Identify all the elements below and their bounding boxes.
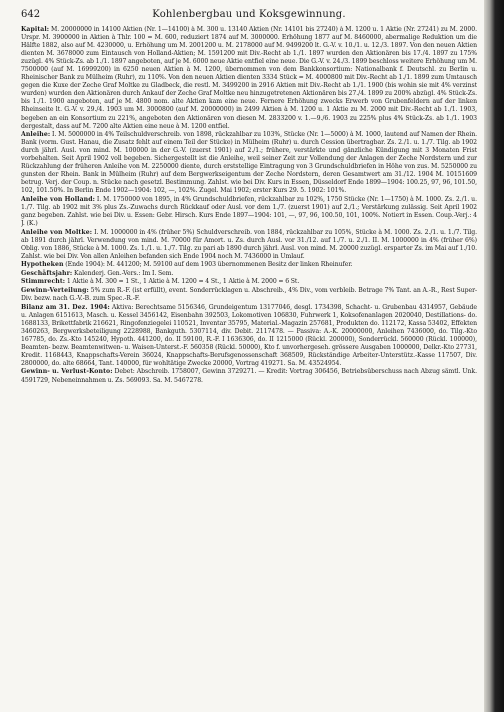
paragraph-lead: Gewinn- u. Verlust-Konto: — [21, 368, 113, 376]
paragraph-body: (Ende 1904): M. 441200; M. 59100 auf dem 1903 übernommenen Besitz der linken Rheinufer. — [63, 261, 353, 269]
paragraph-lead: Hypotheken — [21, 261, 64, 269]
paragraph-gewinn-verlust — [21, 368, 477, 384]
paragraph-geschaeftsjahr — [21, 270, 477, 278]
paragraph-gewinn-verteilung — [21, 287, 477, 303]
paragraph-body: Debet: Abschreib. 1758007, Gewinn 3729271. — Kredit: Vortrag 306456, Betriebsüberschuss nach Abzug sämtl. Unk. 4591729, Nebeneinnahmen u. Zs. 569093. Sa. M. 5467278. — [21, 368, 477, 384]
paragraph-body: I. M. 1750000 von 1895, in 4% Grundschuldbriefen, rückzahlbar zu 102%, 1750 Stücke (Nr. 1—1750) à M. 1000. Zs. 2./1. u. 1./7. Tilg. ab 1902 mit 3% plus Zs.-Zuwachs durch Rückkauf oder Ausl. vor dem 1./7. (zuerst 1901) auf 2./1.; Verstärkung zulässig. Seit April 1902 ganz begeben. Zahlst. wie bei Div. u. Essen: Gebr. Hirsch. Kurs Ende 1897—1904: 101, —, 97, 96, 100.50, 101, 100%. Notiert in Essen. Coup.-Verj.: 4 J. (K.) — [21, 195, 477, 228]
paragraph-stimmrecht — [21, 278, 477, 286]
book-spine-shadow — [484, 0, 504, 712]
page-number: 642 — [21, 9, 41, 20]
paragraph-lead: Geschäftsjahr: — [21, 269, 73, 277]
paragraph-bilanz — [21, 304, 477, 368]
page-header — [21, 9, 477, 23]
paragraph-kapital — [21, 26, 477, 131]
paragraph-lead: Bilanz am 31. Dez. 1904: — [21, 303, 110, 311]
paragraph-anleihe-moltke — [21, 229, 477, 261]
paragraph-body: Kalenderj. Gen.-Vers.: Im I. Sem. — [72, 269, 174, 277]
paragraph-body: 5% zum R.-F. (ist erfüllt), event. Sonderrücklagen u. Abschreib., 4% Div., vom verbleib. Betrage 7% Tant. an A.-R., Rest Super-Div. bezw. nach G.-V.-B. zum Spec.-R.-F. — [21, 287, 477, 303]
paragraph-lead: Stimmrecht: — [21, 278, 66, 286]
paragraph-lead: Anleihe von Holland: — [21, 195, 96, 203]
paragraph-body: Aktiva: Berechtsame 5156346, Grundeigentum 13177046, desgl. 1734398, Schacht- u. Grubenbau 4314957, Gebäude u. Anlagen 6151613, Masch. u. Kessel 3456142, Eisenbahn 392503, Lokomotiven 106830, Fuhrwerk 1, Koksofenanlagen 2020040, Destillations- do. 1688133, Brikettfabrik 216621, Ringofenziegelei 110521, Inventar 35795, Material.-Magazin 257681, Produkten do. 112172, Kassa 53402, Effekten 3460263, Bergwerksbeteiligung 2228988, Bankguth. 5307114, div. Debit. 2117478. — Passiva: A.-K. 20000000, Anleihen 7436000, do. Tilg.-Kto 167785, do. Zs.-Kto 145240, Hypoth. 441200, do. II 59100, R.-F. I 1636306, do. II 1215000 (Rückl. 200000), Sonderrückl. 560000 (Rückl. 100000), Beamten- bezw. Beamtenwitwen- u. Waisen-Unterst.-F. 560358 (Rückl. 50000), Kto f. unvorhergeseh. grössere Ausgaben 1000000, Delkr.-Kto 27731, Kredit. 1168443, Knappschafts-Verein 36024, Knappschafts-Berufsgenossenschaft 368509, Rückständige Arbeiter-Unterstütz.-Kasse 117507, Div. 2800000, do. alte 68664, Tant. 140000, für wohltätige Zwecke 20000, Vortrag 419271. Sa. M. 43524954. — [21, 303, 477, 367]
paragraph-lead: Gewinn-Verteilung: — [21, 287, 89, 294]
paragraph-body: I. M. 5000000 in 4% Teilschuldverschreib. von 1898, rückzahlbar zu 103%, Stücke (Nr. 1—5000) à M. 1000, lautend auf Namen der Rhein. Bank (vorm. Gust. Hanau, die Zusatz fehlt auf einem Teil der Stücke) in Mülheim (Ruhr) u. durch Cession übertragbar. Zs. 2./1. u. 1./7. Tilg. ab 1902 durch jährl. Ausl. von mind. M. 100000 in der G.-V. (zuerst 1901) auf 2./1.; frühere, verstärkte und gänzliche Kündigung mit 3 Monaten Frist vorbehalten. Seit April 1902 voll begeben. Sichergestellt ist die Anleihe, weil seiner Zeit zur Vollendung der Anlagen der Zeche Nordstern und zur Rückzahlung der früheren Anleihe von M. 2250000 diente, durch erststellige Eintragung von 3 Grundschuldbriefen in Höhe von zus. M. 5250000 zu gunsten der Rhein. Bank in Mülheim (Ruhr) auf dem Bergwerkseigentum der Zeche Nordstern, deren Gesamtwert am 31./12. 1904 M. 10151609 betrug. Verj. der Coup. n. Stücke nach gesetzl. Bestimmung. Zahlst. wie bei Div. Kurs in Essen, Düsseldorf Ende 1899—1904: 100.25, 97, 96, 101.50, 102, 101.50%. In Berlin Ende 1902—1904: 102, —, 102%. Zugel. Mai 1902; erster Kurs 29. 5. 1902: 101%. — [21, 131, 477, 195]
paragraph-body: I. M. 1000000 in 4% (früher 5%) Schuldverschreib. von 1884, rückzahlbar zu 105%, Stücke à M. 1000. Zs. 2./1. u. 1./7. Tilg. ab 1891 durch jährl. Verwendung von mind. M. 70000 für Amort. u. Zs. durch Ausl. vor 31./12. auf 1./7. u. 2./1. II. M. 1000000 in 4% (früher 6%) Oblig. von 1886, Stücke à M. 1000. Zs. 1./1. u. 1./7. Tilg. zu pari ab 1890 durch jährl. Ausl. von mind. M. 20000 zuzügl. ersparter Zs. im Mai auf 1./10. Zahlst. wie bei Div. Von allen Anleihen befanden sich Ende 1904 noch M. 7436000 in Umlauf. — [21, 228, 477, 260]
paragraph-lead: Kapital: — [21, 26, 50, 33]
paragraph-body: M. 20000000 in 14100 Aktien (Nr. 1—14100) à M. 300 u. 13140 Aktien (Nr. 14101 bis 27240) à M. 1200 u. 1 Aktie (Nr. 27241) zu M. 2000. Urspr. M. 3900000 in Aktien à Thlr. 100 = M. 600, reduziert 1874 auf M. 3000000. Erhöhung 1877 auf M. 8460000, abermalige Reduktion um die Hälfte 1882, also auf M. 4230000, u. Erhöhung um M. 2001200 u. M. 2178000 auf M. 9499200 lt. G.-V. v. 10./1. u. 12./3. 1897. Von den neuen Aktien dienten M. 3678000 zum Eintausch von Holland-Aktien; M. 1591200 mit Div.-Recht ab 1./1. 1897 wurden den Aktionären bis 17./4. 1897 zu 175% zuzügl. 4% Stück-Zs. ab 1./1. 1897 angeboten, auf je M. 6000 neue Aktie entfiel eine neue. Die G.-V. v. 24./3. 1899 beschloss weitere Erhöhung um M. 7500000 (auf M. 16999200) in 6250 neuen Aktien à M. 1200, übernommen von dem Bankkonsortium: Nationalbank f. Deutschl. zu Berlin u. Rheinischer Bank zu Mülheim (Ruhr), zu 110%. Von den neuen Aktien dienten 3334 Stück = M. 4000800 mit Div.-Recht ab 1./1. 1899 zum Umtausch gegen die Kuxe der Zeche Graf Moltke zu Gladbeck, die restl. M. 3499200 in 2916 Aktien mit Div.-Recht ab 1./1. 1900 (bis wohin sie mit 4% verzinst wurden) wurden den Aktionären durch Ankauf der Zeche Graf Moltke neu hinzugetretenen Aktionären bis 27./4. 1899 zu 200% abzügl. 4% Stück-Zs. bis 1./1. 1900 angeboten, auf je M. 4800 nom. alte Aktien kam eine neue. Fernere Erhöhung zwecks Erwerb von Grubenfeldern auf der linken Rheinseite lt. G.-V. v. 29./4. 1903 um M. 3000800 (auf M. 20000000) in 2499 Aktien à M. 1200 u. 1 Aktie zu M. 2000 mit Div.-Recht ab 1./1. 1903, begeben an ein Konsortium zu 221%, angeboten den Aktionären von diesen M. 2833200 v. 1.—9./6. 1903 zu 225% plus 4% Stück-Zs. ab 1./1. 1903 dergestalt, dass auf M. 7200 alte Aktien eine neue à M. 1200 entfiel. — [21, 26, 477, 130]
page-text — [21, 26, 477, 708]
running-head: Kohlenbergbau und Koksgewinnung. — [152, 9, 346, 20]
paragraph-anleihe — [21, 131, 477, 195]
paragraph-anleihe-holland — [21, 196, 477, 228]
paragraph-lead: Anleihe: — [21, 131, 51, 139]
paragraph-body: 1 Aktie à M. 300 = 1 St., 1 Aktie à M. 1200 = 4 St., 1 Aktie à M. 2000 = 6 St. — [65, 278, 300, 286]
paragraph-hypotheken — [21, 261, 477, 269]
paragraph-lead: Anleihe von Moltke: — [21, 228, 93, 236]
